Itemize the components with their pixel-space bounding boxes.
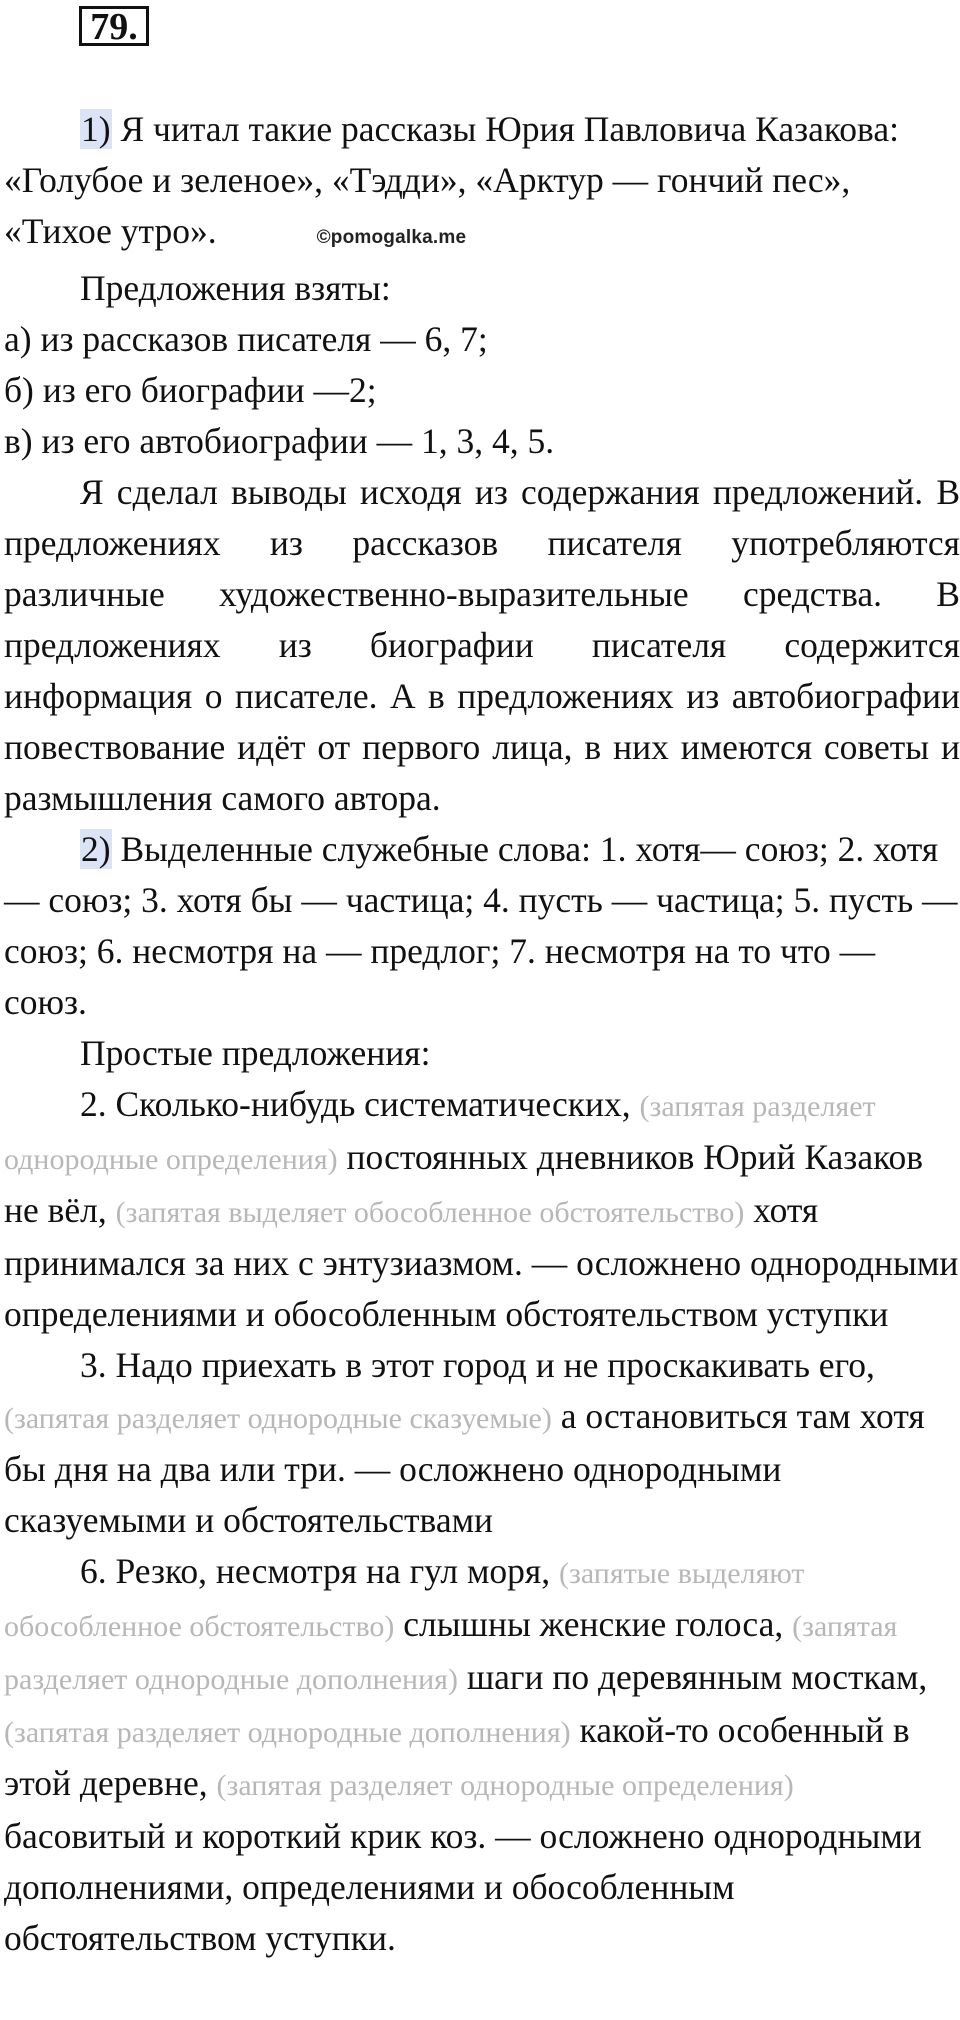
part1-conclusion-paragraph: Я сделал выводы исходя из содержания предложений. В предложениях из рассказов писателя употребляются различные художественно-выразительные средства. В предложениях из биографии писателя содержится информация о писателе. А в предложениях из автобиографии повествование идёт от первого лица, в них имеются советы и размышления самого автора. <box>4 472 960 818</box>
sentence-text: какой-то особенный в этой деревне, <box>4 1710 910 1803</box>
sentence-text: 6. Резко, несмотря на гул моря, <box>80 1551 551 1591</box>
part2-marker: 2) <box>81 829 111 869</box>
part1-marker: 1) <box>81 109 111 149</box>
punctuation-note: (запятая разделяет однородные определения) <box>4 1090 876 1176</box>
punctuation-note: (запятые выделяют обособленное обстоятельство) <box>4 1557 805 1643</box>
watermark: ©pomogalka.me <box>316 227 467 248</box>
sources-heading: Предложения взяты: <box>80 268 391 308</box>
part1-intro-text: Я читал такие рассказы Юрия Павловича Казакова: «Голубое и зеленое», «Тэдди», «Арктур — гончий пес», «Тихое утро». <box>4 109 899 251</box>
simple-sentences-heading: Простые предложения: <box>80 1033 431 1073</box>
sentence-text: басовитый и короткий крик коз. — осложнено однородными дополнениями, определениями и обособленным обстоятельством уступки. <box>4 1816 922 1958</box>
sentence-3-paragraph <box>4 1340 960 1546</box>
sentence-text: хотя принимался за них с энтузиазмом. — осложнено однородными определениями и обособленным обстоятельством уступки <box>4 1190 959 1334</box>
sentence-text: постоянных дневников Юрий Казаков не вёл, <box>4 1137 924 1230</box>
sentence-text: 3. Надо приехать в этот город и не проскакивать его, <box>80 1345 875 1385</box>
punctuation-note: (запятая разделяет однородные определения) <box>216 1769 794 1802</box>
sentence-text: шаги по деревянным мосткам, <box>466 1657 928 1697</box>
sentence-text: 2. Сколько-нибудь систематических, <box>80 1084 631 1124</box>
punctuation-note: (запятая разделяет однородные дополнения) <box>4 1610 898 1696</box>
task-number-box: 79. <box>79 6 149 46</box>
source-item: в) из его автобиографии — 1, 3, 4, 5. <box>4 421 555 461</box>
punctuation-note: (запятая разделяет однородные сказуемые) <box>4 1402 552 1435</box>
punctuation-note: (запятая выделяет обособленное обстоятельство) <box>115 1196 745 1229</box>
sentence-text: слышны женские голоса, <box>403 1604 784 1644</box>
sentence-text: а остановиться там хотя бы дня на два или три. — осложнено однородными сказуемыми и обстоятельствами <box>4 1396 925 1540</box>
sentence-2-paragraph <box>4 1079 960 1340</box>
part2-service-words-paragraph <box>4 824 960 1028</box>
part1-intro-paragraph <box>4 104 960 263</box>
sentence-6-paragraph <box>4 1546 960 1964</box>
answer-body <box>4 104 960 1964</box>
part2-service-words-text: Выделенные служебные слова: 1. хотя— союз; 2. хотя — союз; 3. хотя бы — частица; 4. пусть — частица; 5. пусть — союз; 6. несмотря на — предлог; 7. несмотря на то что — союз. <box>4 829 958 1022</box>
source-item: а) из рассказов писателя — 6, 7; <box>4 319 488 359</box>
punctuation-note: (запятая разделяет однородные дополнения) <box>4 1716 571 1749</box>
source-item: б) из его биографии —2; <box>4 370 377 410</box>
